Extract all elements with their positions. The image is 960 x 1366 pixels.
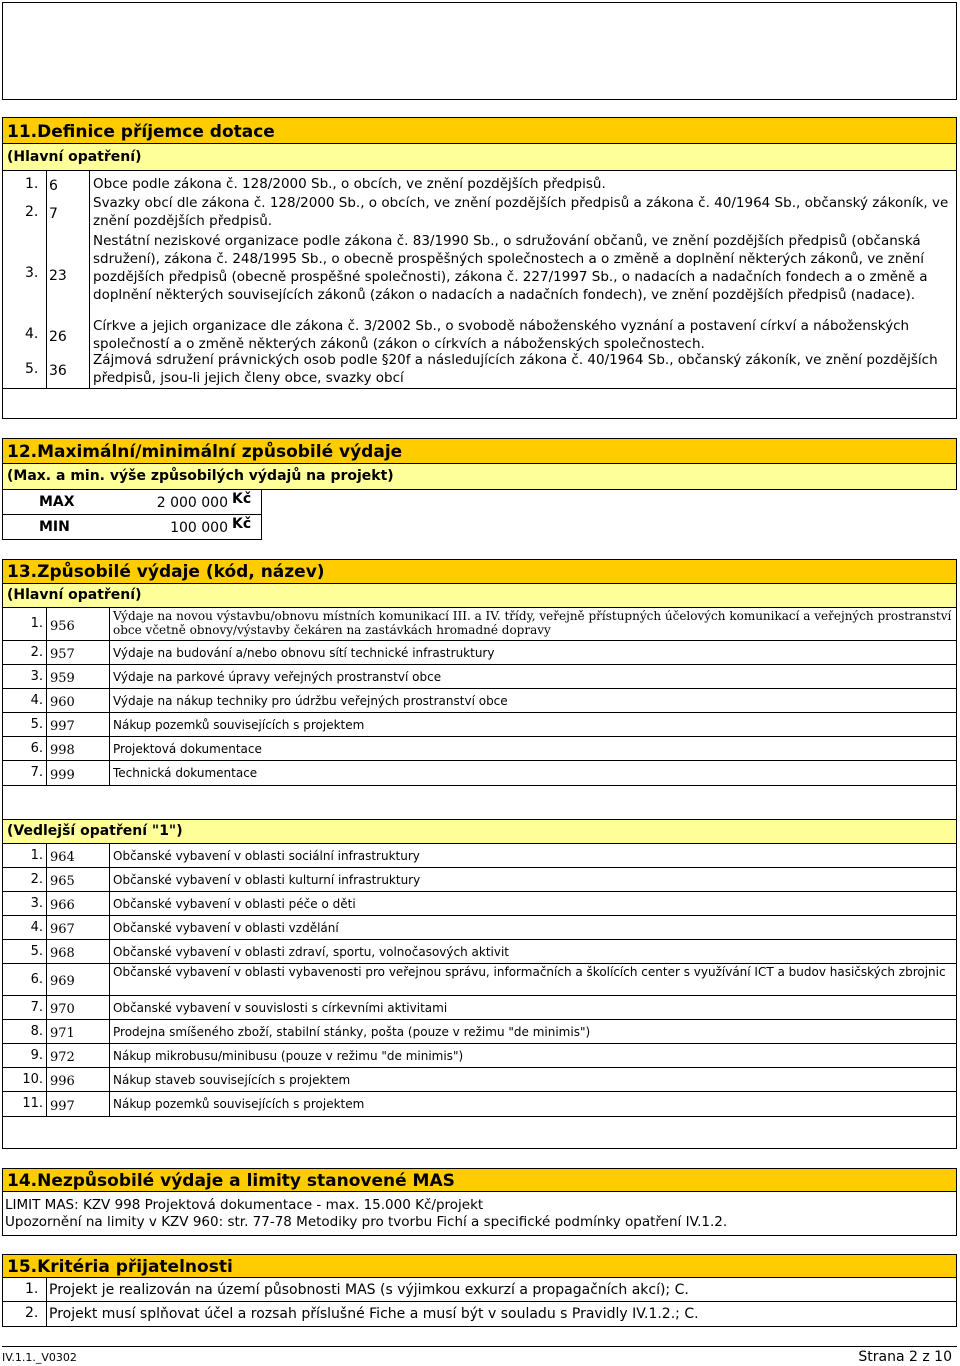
s13-side-row [2,964,957,996]
s13-side-row-text: Občanské vybavení v oblasti vybavenosti pro veřejnou správu, informačních a školících center s využívání ICT a budov hasičských zbrojnic [113,965,946,979]
s11-row-5-text: Zájmová sdružení právnických osob podle §20f a následujících zákona č. 40/1964 Sb., občanský zákoník, ve znění pozdějších předpisů, jsou-li jejich členy obce, svazky obcí [93,352,938,386]
section-12-subtitle: (Max. a min. výše způsobilých výdajů na projekt) [7,468,394,484]
s13-side-row-text: Nákup staveb souvisejících s projektem [113,1073,351,1087]
s15-row-1-num: 1. [25,1281,39,1297]
s13-side-row-num: 10. [22,1072,43,1087]
s13-main-row-text: Technická dokumentace [113,766,258,780]
s11-row-2-text: Svazky obcí dle zákona č. 128/2000 Sb., o obcích, ve znění pozdějších předpisů a zákona č. 40/1964 Sb., občanský zákoník, ve znění pozdějších předpisů. [93,195,949,229]
max-label: MAX [39,494,75,510]
s13-side-row-text: Nákup mikrobusu/minibusu (pouze v režimu "de minimis") [113,1049,464,1063]
s13-main-row [2,761,957,786]
s13-side-row-code: 968 [46,940,110,963]
s13-main-row-num: 3. [30,669,43,684]
s13-side-row-text: Nákup pozemků souvisejících s projektem [113,1097,365,1111]
s13-main-row-text: Nákup pozemků souvisejících s projektem [113,718,365,732]
s11-row-1-num: 1. [25,176,39,192]
s13-side-row-num: 9. [30,1048,43,1063]
s13-side-row [2,868,957,892]
s11-row-1-text: Obce podle zákona č. 128/2000 Sb., o obcích, ve znění pozdějších předpisů. [93,176,606,192]
s13-main-row [2,689,957,713]
s13-side-row-num: 5. [30,944,43,959]
s13-main-row-code: 956 [46,608,110,640]
section-13-title: 13.Způsobilé výdaje (kód, název) [7,562,325,582]
s13-side-row-code: 969 [46,964,110,995]
s11-row-2-code: 7 [49,206,58,222]
section-11-table [2,171,957,389]
s13-side-row-code: 964 [46,844,110,867]
s13-side-row [2,1068,957,1092]
s13-main-row-code: 998 [46,737,110,760]
s11-row-5-code: 36 [49,363,67,379]
max-unit: Kč [232,491,252,507]
s11-row-4-num: 4. [25,326,39,342]
s13-main-row-text: Výdaje na nákup techniky pro údržbu veřejných prostranství obce [113,694,508,708]
s13-main-row-text: Výdaje na novou výstavbu/obnovu místních komunikací III. a IV. třídy, veřejně přístupných účelových komunikací a veřejných prostranství obce včetně obnovy/výstavby čekáren na zastávkách hromadné dopravy [113,609,952,637]
max-value: 2 000 000 [156,495,228,511]
s13-main-row-num: 6. [30,741,43,756]
s13-side-row-code: 970 [46,996,110,1019]
s13-side-row-num: 3. [30,896,43,911]
s13-main-row-code: 957 [46,641,110,664]
s11-row-3-code: 23 [49,268,67,284]
s14-warning-line: Upozornění na limity v KZV 960: str. 77-78 Metodiky pro tvorbu Fichí a specifické podmínky opatření IV.1.2. [5,1214,728,1230]
s15-row-2-num: 2. [25,1305,39,1321]
section-11-blank [2,389,957,419]
s11-row-4-code: 26 [49,329,67,345]
s13-side-row-num: 4. [30,920,43,935]
s13-side-row [2,1044,957,1068]
s13-main-row-num: 2. [30,645,43,660]
section-12-subheader [2,464,957,490]
section-13-subheader-main [2,584,957,608]
s13-main-row [2,641,957,665]
section-14-body [2,1192,957,1236]
s11-row-3-text: Nestátní neziskové organizace podle zákona č. 83/1990 Sb., o sdružování občanů, ve znění pozdějších předpisů (občanská sdružení), zákona č. 248/1995 Sb., o obecně prospěšných společnostech a o změně a doplnění některých zákonů, ve znění pozdějších předpisů (obecně prospěšné společnosti), zákona č. 227/1997 Sb., o nadacích a nadačních fondech a o změně a doplnění některých souvisejících zákonů (zákon o nadacích a nadačních fondech), ve znění pozdějších předpisů (nadace). [93,233,928,303]
section-11-subtitle: (Hlavní opatření) [7,149,142,165]
s13-side-row-code: 972 [46,1044,110,1067]
s15-row-1 [2,1278,957,1302]
s14-limit-line: LIMIT MAS: KZV 998 Projektová dokumentace - max. 15.000 Kč/projekt [5,1197,484,1213]
s13-side-row-code: 965 [46,868,110,891]
s13-side-row-num: 2. [30,872,43,887]
s13-main-row-code: 959 [46,665,110,688]
s13-side-row-text: Občanské vybavení v oblasti zdraví, sportu, volnočasových aktivit [113,945,509,959]
s13-side-row [2,892,957,916]
s13-main-row [2,665,957,689]
s13-main-row [2,608,957,641]
s11-row-3-num: 3. [25,265,39,281]
s13-side-row [2,940,957,964]
s13-side-row-code: 966 [46,892,110,915]
s11-row-4-text: Církve a jejich organizace dle zákona č. 3/2002 Sb., o svobodě náboženského vyznání a postavení církví a náboženských společností a o změně některých zákonů (zákon o církvích a náboženských společnostech. [93,318,910,352]
section-13-subtitle-side: (Vedlejší opatření "1") [7,823,183,839]
min-row [2,515,262,540]
s13-main-row-num: 4. [30,693,43,708]
s13-main-row-num: 7. [30,765,43,780]
s13-side-row-code: 967 [46,916,110,939]
s13-main-row-num: 1. [30,616,43,631]
s15-row-1-text: Projekt je realizován na území působnosti MAS (s výjimkou exkurzí a propagačních akcí); C. [49,1282,689,1298]
s13-main-row-text: Projektová dokumentace [113,742,262,756]
s13-side-row-text: Občanské vybavení v oblasti vzdělání [113,921,339,935]
footer-page-number: Strana 2 z 10 [858,1349,952,1365]
s13-main-row-text: Výdaje na budování a/nebo obnovu sítí technické infrastruktury [113,646,495,660]
min-value: 100 000 [170,520,228,536]
section-13-subtitle-main: (Hlavní opatření) [7,587,142,603]
s13-side-row-text: Občanské vybavení v oblasti sociální infrastruktury [113,849,420,863]
section-12-header [2,438,957,464]
section-15-header [2,1254,957,1278]
s13-side-row [2,996,957,1020]
s13-main-row-num: 5. [30,717,43,732]
section-11-header [2,117,957,144]
min-label: MIN [39,519,70,535]
section-15-title: 15.Kritéria přijatelnosti [7,1257,233,1277]
s13-side-row-num: 8. [30,1024,43,1039]
s13-side-row-code: 996 [46,1068,110,1091]
s11-row-2-num: 2. [25,204,39,220]
s13-side-row-text: Občanské vybavení v oblasti péče o děti [113,897,356,911]
s13-side-row [2,1020,957,1044]
s13-side-row-num: 6. [30,972,43,987]
s13-main-row-text: Výdaje na parkové úpravy veřejných prostranství obce [113,670,442,684]
s11-row-1-code: 6 [49,178,58,194]
s13-main-row-code: 999 [46,761,110,785]
section-13-subheader-side [2,820,957,844]
s13-side-row [2,844,957,868]
s11-row-5-num: 5. [25,361,39,377]
section-11-title: 11.Definice příjemce dotace [7,122,275,142]
max-row [2,490,262,515]
s15-row-2-text: Projekt musí splňovat účel a rozsah příslušné Fiche a musí být v souladu s Pravidly IV.1.2.; C. [49,1306,699,1322]
footer-doc-code: IV.1.1._V0302 [2,1351,77,1364]
s13-side-row [2,1092,957,1117]
s13-side-row-code: 971 [46,1020,110,1043]
s13-side-row-text: Prodejna smíšeného zboží, stabilní stánky, pošta (pouze v režimu "de minimis") [113,1025,591,1039]
min-unit: Kč [232,516,252,532]
section-12-title: 12.Maximální/minimální způsobilé výdaje [7,442,403,462]
section-14-header [2,1168,957,1192]
s13-main-row-code: 960 [46,689,110,712]
s13-side-row-text: Občanské vybavení v souvislosti s církevními aktivitami [113,1001,448,1015]
section-13-blank-1 [2,786,957,820]
s15-row-2 [2,1302,957,1327]
section-11-subheader [2,144,957,171]
s13-side-row-num: 11. [22,1096,43,1111]
section-13-blank-2 [2,1117,957,1149]
s13-side-row-num: 1. [30,848,43,863]
s13-main-row-code: 997 [46,713,110,736]
section-13-header [2,559,957,584]
s13-side-row-code: 997 [46,1092,110,1116]
footer-rule [2,1346,957,1347]
s13-side-row-num: 7. [30,1000,43,1015]
s13-side-row-text: Občanské vybavení v oblasti kulturní infrastruktury [113,873,421,887]
s13-main-row [2,737,957,761]
s13-side-row [2,916,957,940]
top-blank-box [2,2,957,100]
s13-main-row [2,713,957,737]
section-14-title: 14.Nezpůsobilé výdaje a limity stanovené MAS [7,1171,455,1191]
